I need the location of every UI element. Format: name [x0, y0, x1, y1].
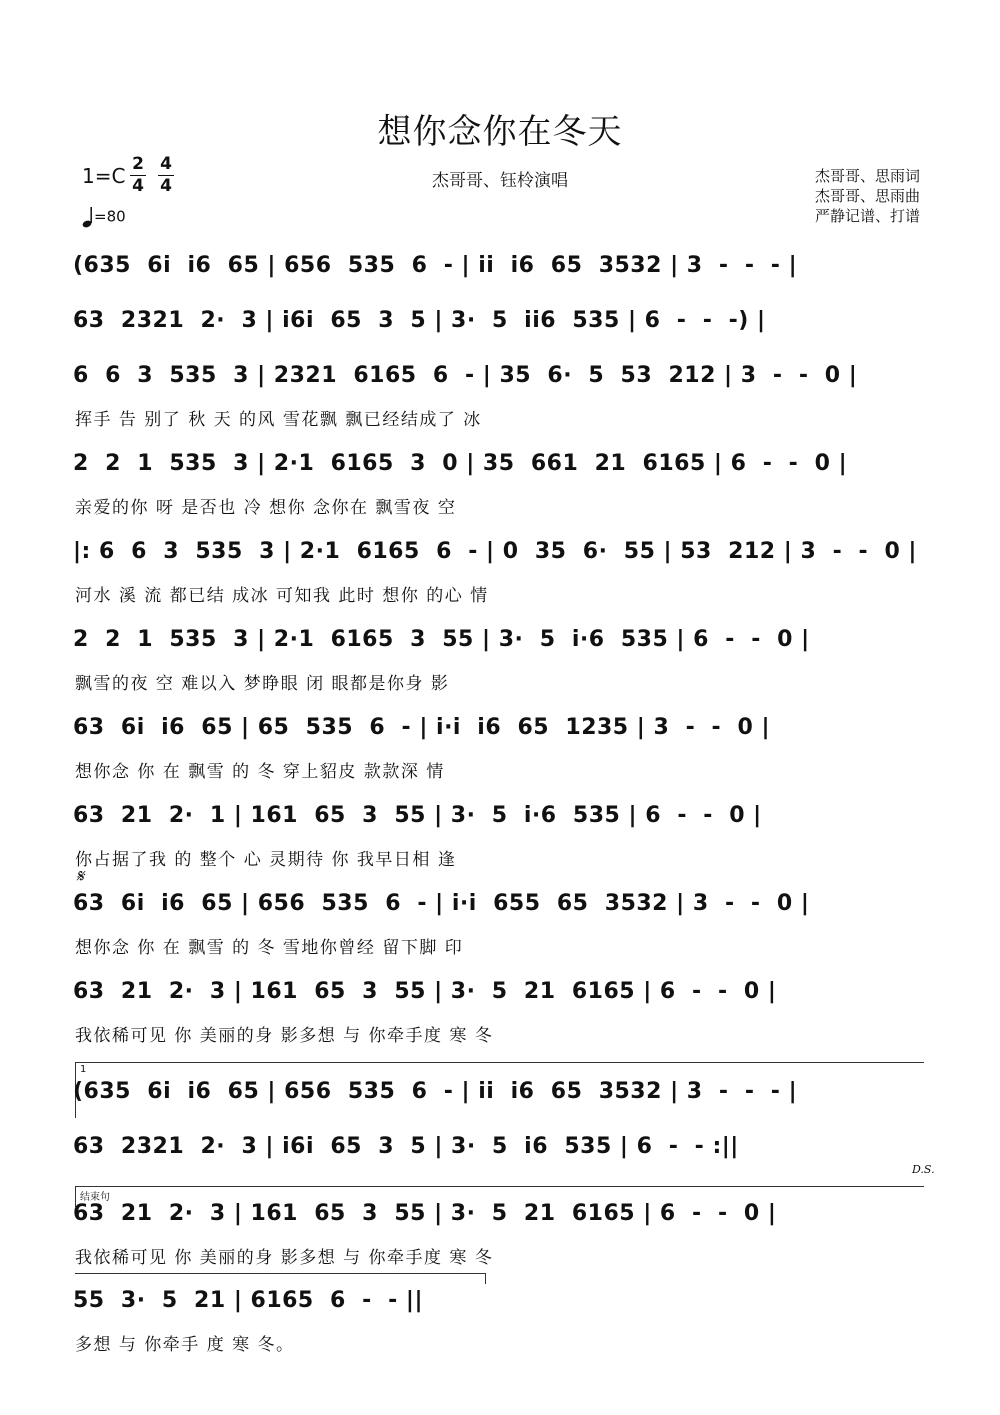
lyric-line: 多想 与 你牵手 度 寒 冬。 — [75, 1335, 295, 1355]
volta-number: 1 — [80, 1064, 87, 1075]
notation: 63 21 2· 3 | 161 65 3 55 | 3· 5 21 6165 | 6 - - 0 | — [73, 979, 777, 1004]
notation: 2 2 1 535 3 | 2·1 6165 3 0 | 35 661 21 6165 | 6 - - 0 | — [73, 451, 848, 476]
score-row-8 — [73, 801, 928, 831]
score-row-1 — [73, 251, 928, 281]
tempo-marking — [82, 206, 126, 228]
score-row-4 — [73, 449, 928, 479]
score-row-9 — [73, 889, 928, 919]
song-title: 想你念你在冬天 — [377, 112, 623, 152]
performers: 杰哥哥、钰柃演唱 — [432, 171, 568, 191]
time-sig-num: 2 — [132, 154, 144, 174]
time-sig-den: 4 — [160, 176, 172, 196]
lyric-line: 我依稀可见 你 美丽的身 影多想 与 你牵手度 寒 冬 — [75, 1026, 494, 1046]
lyric-line: 亲爱的你 呀 是否也 冷 想你 念你在 飘雪夜 空 — [75, 498, 457, 518]
lyric-line: 河水 溪 流 都已结 成冰 可知我 此时 想你 的心 情 — [75, 586, 489, 606]
segno-sign: 𝄋 — [76, 866, 84, 887]
tempo-value: =80 — [94, 207, 126, 226]
notation: 63 2321 2· 3 | i6i 65 3 5 | 3· 5 ii6 535 | 6 - - -) | — [73, 308, 766, 333]
time-sig-num: 4 — [160, 154, 172, 174]
score-row-5 — [73, 537, 928, 567]
ending-label: 结束句 — [80, 1192, 110, 1203]
composer-credit: 杰哥哥、思雨曲 — [814, 187, 920, 205]
lyric-line: 想你念 你 在 飘雪 的 冬 雪地你曾经 留下脚 印 — [75, 938, 464, 958]
lyricist-credit: 杰哥哥、思雨词 — [814, 167, 920, 185]
lyric-line: 想你念 你 在 飘雪 的 冬 穿上貂皮 款款深 情 — [75, 762, 445, 782]
lyric-line: 你占据了我 的 整个 心 灵期待 你 我早日相 逢 — [75, 850, 457, 870]
lyric-line: 我依稀可见 你 美丽的身 影多想 与 你牵手度 寒 冬 — [75, 1248, 494, 1268]
score-row-10 — [73, 977, 928, 1007]
score-row-2 — [73, 306, 928, 336]
transcriber-credit: 严静记谱、打谱 — [814, 207, 920, 225]
notation: 63 21 2· 1 | 161 65 3 55 | 3· 5 i·6 535 | 6 - - 0 | — [73, 803, 762, 828]
lyric-line: 挥手 告 别了 秋 天 的风 雪花飘 飘已经结成了 冰 — [75, 410, 482, 430]
final-bracket — [75, 1273, 486, 1284]
notation: 55 3· 5 21 | 6165 6 - - || — [73, 1288, 423, 1313]
score-row-3 — [73, 361, 928, 391]
lyric-line: 飘雪的夜 空 难以入 梦睁眼 闭 眼都是你身 影 — [75, 674, 450, 694]
time-sig-den: 4 — [132, 176, 144, 196]
score-row-12 — [73, 1132, 928, 1162]
score-row-13 — [73, 1199, 928, 1229]
notation: (635 6i i6 65 | 656 535 6 - | ii i6 65 3532 | 3 - - - | — [73, 1079, 798, 1104]
notation: 2 2 1 535 3 | 2·1 6165 3 55 | 3· 5 i·6 535 | 6 - - 0 | — [73, 627, 810, 652]
notation: |: 6 6 3 535 3 | 2·1 6165 6 - | 0 35 6· 55 | 53 212 | 3 - - 0 | — [73, 539, 917, 564]
notation: 6 6 3 535 3 | 2321 6165 6 - | 35 6· 5 53 212 | 3 - - 0 | — [73, 363, 858, 388]
notation: 63 21 2· 3 | 161 65 3 55 | 3· 5 21 6165 | 6 - - 0 | — [73, 1201, 777, 1226]
score-row-7 — [73, 713, 928, 743]
notation: 63 6i i6 65 | 656 535 6 - | i·i 655 65 3532 | 3 - - 0 | — [73, 891, 810, 916]
ds-marking: D.S. — [912, 1163, 935, 1176]
notation: 63 2321 2· 3 | i6i 65 3 5 | 3· 5 i6 535 | 6 - - :|| — [73, 1134, 739, 1159]
score-row-6 — [73, 625, 928, 655]
score-row-14 — [73, 1286, 928, 1316]
score-row-11 — [73, 1077, 928, 1107]
notation: (635 6i i6 65 | 656 535 6 - | ii i6 65 3532 | 3 - - - | — [73, 253, 798, 278]
quarter-note-icon — [82, 206, 94, 228]
key-signature: 1=C — [82, 164, 126, 188]
notation: 63 6i i6 65 | 65 535 6 - | i·i i6 65 1235 | 3 - - 0 | — [73, 715, 770, 740]
